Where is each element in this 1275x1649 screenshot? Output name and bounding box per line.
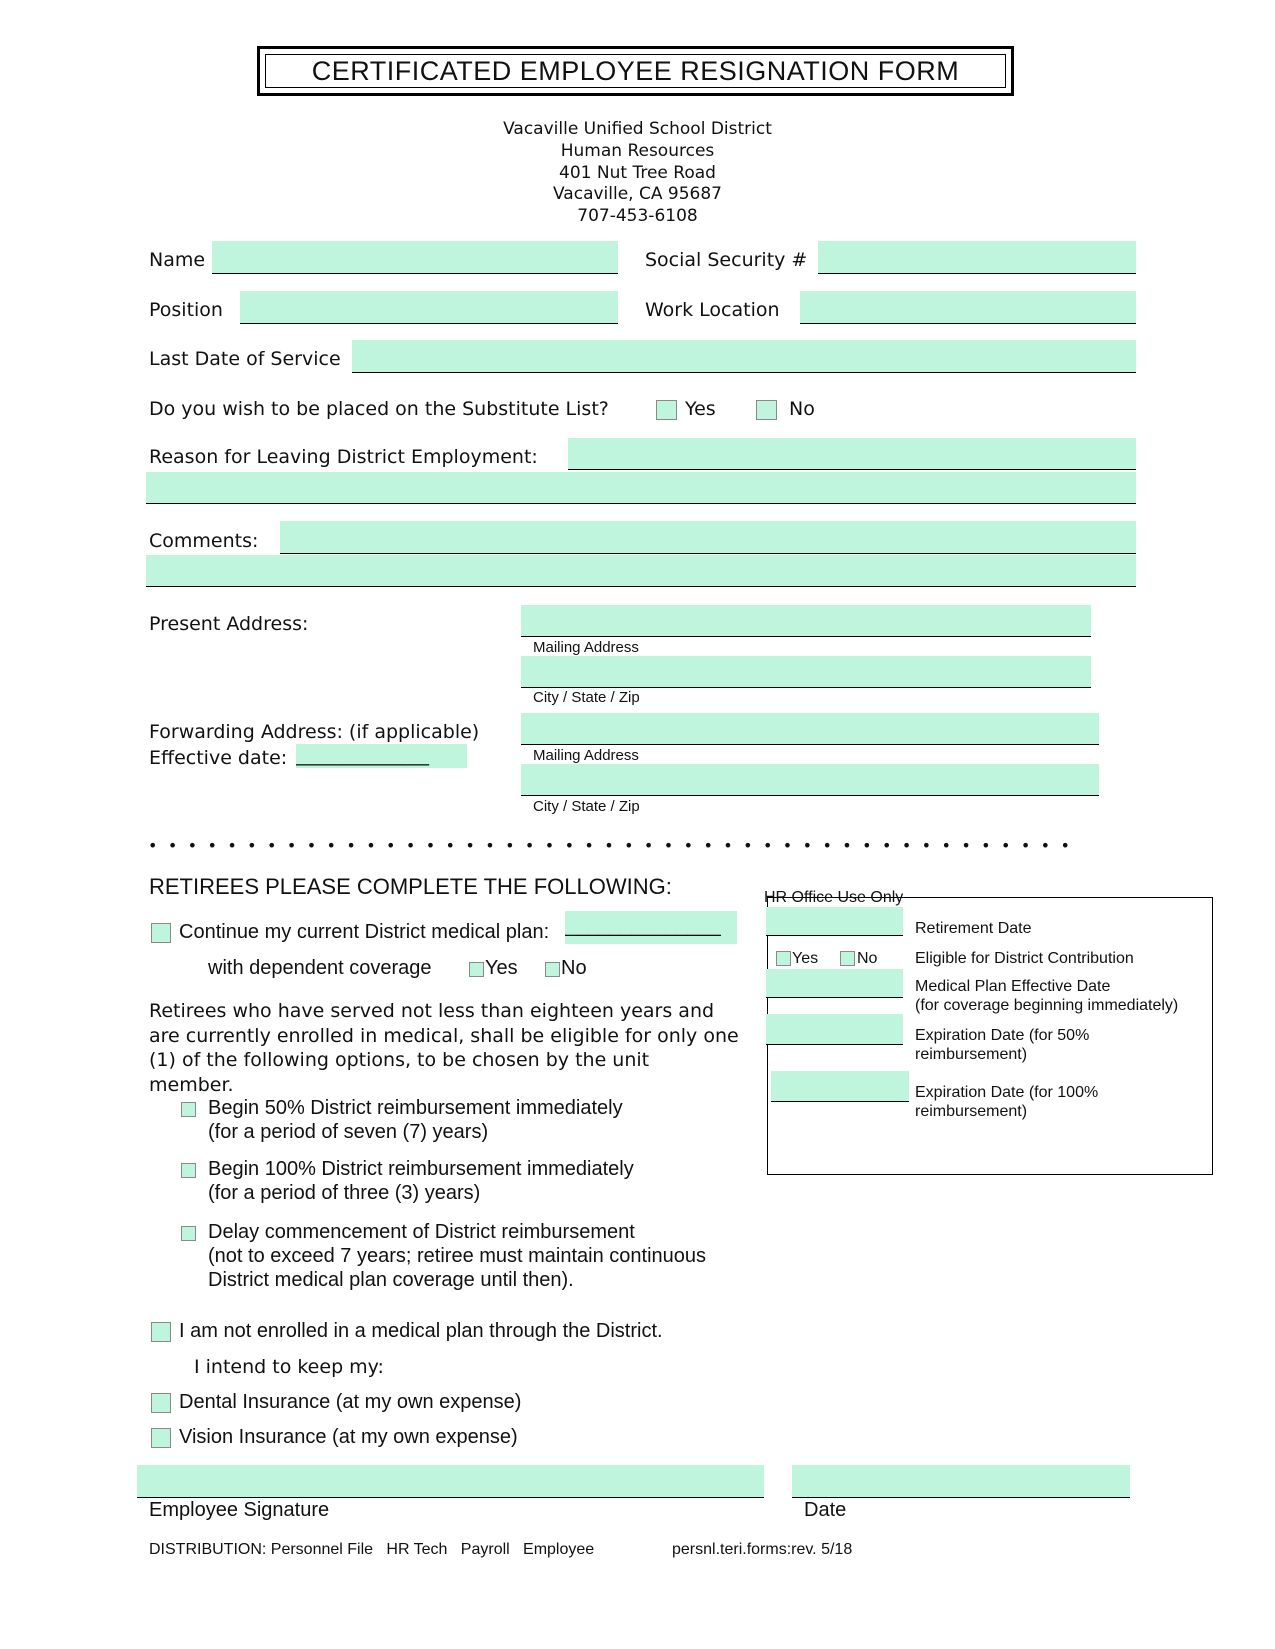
signature-date-label: Date bbox=[804, 1499, 847, 1521]
dental-label: Dental Insurance (at my own expense) bbox=[179, 1391, 522, 1413]
continue-plan-label: Continue my current District medical plan: bbox=[179, 921, 550, 943]
present-mailing-caption: Mailing Address bbox=[533, 639, 639, 656]
hr-medical-effective-line2: (for coverage beginning immediately) bbox=[915, 997, 1179, 1014]
forwarding-mailing-caption: Mailing Address bbox=[533, 747, 639, 764]
option-100-line1: Begin 100% District reimbursement immediately bbox=[208, 1158, 634, 1180]
hr-expiration-100-line1: Expiration Date (for 100% bbox=[915, 1084, 1099, 1101]
retirees-heading: RETIREES PLEASE COMPLETE THE FOLLOWING: bbox=[149, 874, 672, 899]
forwarding-mailing-field[interactable] bbox=[521, 713, 1099, 745]
vision-label: Vision Insurance (at my own expense) bbox=[179, 1426, 518, 1448]
eligibility-paragraph: Retirees who have served not less than eighteen years and are currently enrolled in medical, shall be eligible for only one (1) of the following options, to be chosen by the unit member. bbox=[149, 1000, 739, 1096]
position-label: Position bbox=[149, 299, 223, 321]
continue-plan-checkbox[interactable] bbox=[151, 923, 171, 943]
reason-field-line1[interactable] bbox=[568, 438, 1136, 470]
hr-eligible-yes-label: Yes bbox=[792, 950, 819, 967]
intend-to-keep-label: I intend to keep my: bbox=[194, 1356, 384, 1378]
option-delay-checkbox[interactable] bbox=[181, 1226, 196, 1241]
hr-expiration-50-line2: reimbursement) bbox=[915, 1046, 1028, 1063]
name-field[interactable] bbox=[212, 241, 618, 274]
substitute-yes-label: Yes bbox=[685, 398, 716, 420]
not-enrolled-label: I am not enrolled in a medical plan through the District. bbox=[179, 1320, 663, 1342]
substitute-yes-checkbox[interactable] bbox=[656, 400, 677, 420]
option-delay-line1: Delay commencement of District reimbursement bbox=[208, 1221, 635, 1243]
hr-eligible-no-checkbox[interactable] bbox=[840, 951, 855, 966]
dependent-coverage-label: with dependent coverage bbox=[208, 957, 432, 979]
option-delay-line2: (not to exceed 7 years; retiree must maintain continuous bbox=[208, 1245, 707, 1267]
not-enrolled-checkbox[interactable] bbox=[151, 1322, 171, 1342]
dependent-no-label: No bbox=[561, 957, 587, 979]
vision-checkbox[interactable] bbox=[151, 1428, 171, 1448]
position-field[interactable] bbox=[240, 291, 618, 324]
last-date-label: Last Date of Service bbox=[149, 348, 341, 370]
district-phone: 707-453-6108 bbox=[577, 206, 698, 226]
substitute-no-checkbox[interactable] bbox=[756, 400, 777, 420]
district-dept: Human Resources bbox=[560, 141, 715, 161]
option-100-line2: (for a period of three (3) years) bbox=[208, 1182, 481, 1204]
present-mailing-field[interactable] bbox=[521, 605, 1091, 637]
hr-medical-effective-line1: Medical Plan Effective Date bbox=[915, 978, 1111, 995]
forwarding-city-caption: City / State / Zip bbox=[533, 798, 640, 815]
comments-label: Comments: bbox=[149, 530, 259, 552]
district-name: Vacaville Unified School District bbox=[503, 119, 772, 139]
ssn-field[interactable] bbox=[818, 241, 1136, 274]
present-address-label: Present Address: bbox=[149, 613, 309, 635]
present-city-field[interactable] bbox=[521, 656, 1091, 688]
forwarding-address-label: Forwarding Address: (if applicable) bbox=[149, 721, 480, 743]
reason-label: Reason for Leaving District Employment: bbox=[149, 446, 538, 468]
comments-field-line2[interactable] bbox=[146, 555, 1136, 587]
substitute-question: Do you wish to be placed on the Substitute List? bbox=[149, 398, 609, 420]
comments-field-line1[interactable] bbox=[280, 521, 1136, 554]
signature-date-field[interactable] bbox=[792, 1465, 1130, 1498]
dotted-separator: ••••••••••••••••••••••••••••••••••••••••••••••• bbox=[148, 836, 1081, 855]
employee-signature-field[interactable] bbox=[137, 1465, 764, 1498]
substitute-no-label: No bbox=[789, 398, 815, 420]
effective-date-field[interactable]: ______________ bbox=[296, 744, 467, 768]
work-location-field[interactable] bbox=[800, 291, 1136, 324]
hr-office-heading: HR Office Use Only bbox=[764, 889, 904, 906]
forwarding-city-field[interactable] bbox=[521, 764, 1099, 796]
hr-expiration-100-field[interactable] bbox=[771, 1071, 909, 1102]
employee-signature-label: Employee Signature bbox=[149, 1499, 330, 1521]
dependent-no-checkbox[interactable] bbox=[545, 962, 560, 977]
hr-retirement-date-field[interactable] bbox=[766, 907, 903, 936]
continue-plan-field[interactable]: ______________ bbox=[565, 911, 737, 944]
option-50-line2: (for a period of seven (7) years) bbox=[208, 1121, 489, 1143]
name-label: Name bbox=[149, 249, 206, 271]
option-delay-line3: District medical plan coverage until then). bbox=[208, 1269, 574, 1291]
hr-expiration-50-field[interactable] bbox=[766, 1014, 903, 1045]
option-100-checkbox[interactable] bbox=[181, 1163, 196, 1178]
effective-date-label: Effective date: bbox=[149, 747, 288, 769]
dependent-yes-label: Yes bbox=[485, 957, 518, 979]
form-title-box bbox=[257, 46, 1014, 96]
hr-expiration-50-line1: Expiration Date (for 50% bbox=[915, 1027, 1090, 1044]
hr-eligible-yes-checkbox[interactable] bbox=[776, 951, 791, 966]
hr-retirement-date-label: Retirement Date bbox=[915, 920, 1032, 937]
district-street: 401 Nut Tree Road bbox=[559, 163, 716, 183]
dependent-yes-checkbox[interactable] bbox=[469, 962, 484, 977]
dental-checkbox[interactable] bbox=[151, 1393, 171, 1413]
hr-eligible-label: Eligible for District Contribution bbox=[915, 950, 1134, 967]
work-location-label: Work Location bbox=[645, 299, 780, 321]
ssn-label: Social Security # bbox=[645, 249, 808, 271]
option-50-line1: Begin 50% District reimbursement immediately bbox=[208, 1097, 623, 1119]
district-city: Vacaville, CA 95687 bbox=[553, 184, 722, 204]
distribution-footer: DISTRIBUTION: Personnel File HR Tech Payroll Employee bbox=[149, 1541, 595, 1558]
last-date-field[interactable] bbox=[352, 340, 1136, 373]
hr-eligible-no-label: No bbox=[857, 950, 878, 967]
form-title: CERTIFICATED EMPLOYEE RESIGNATION FORM bbox=[265, 54, 1006, 88]
present-city-caption: City / State / Zip bbox=[533, 689, 640, 706]
form-id-footer: persnl.teri.forms:rev. 5/18 bbox=[672, 1541, 853, 1558]
hr-medical-effective-field[interactable] bbox=[766, 969, 903, 998]
option-50-checkbox[interactable] bbox=[181, 1102, 196, 1117]
hr-expiration-100-line2: reimbursement) bbox=[915, 1103, 1028, 1120]
reason-field-line2[interactable] bbox=[146, 472, 1136, 504]
